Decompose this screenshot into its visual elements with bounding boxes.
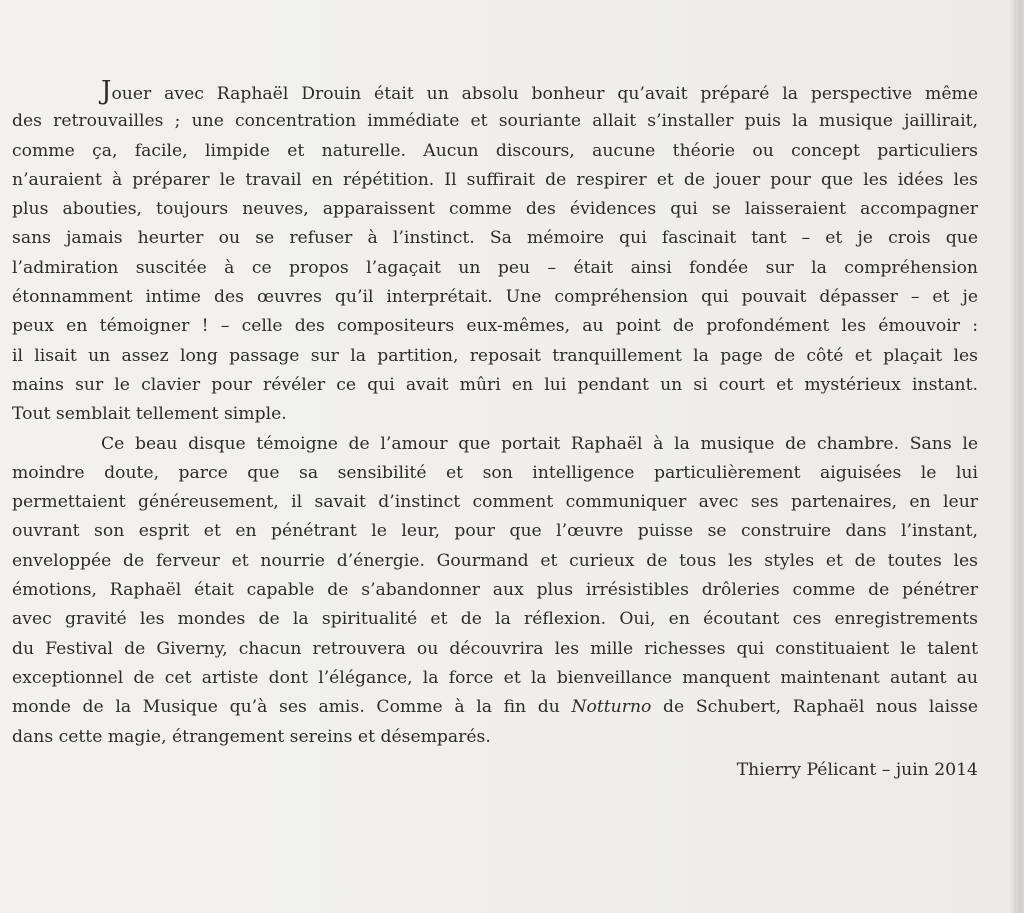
text-line: étonnamment intime des œuvres qu’il interprétait. Une compréhension qui pouvait dépasser – et je [12,287,978,308]
text-line: plus abouties, toujours neuves, apparaissent comme des évidences qui se laisseraient accompagner [12,199,978,220]
page-edge-line [1014,0,1016,913]
text-line: Jouer avec Raphaël Drouin était un absolu bonheur qu’avait préparé la perspective même [101,78,978,106]
body-text [12,78,978,752]
drop-cap: J [101,78,112,106]
text-line: l’admiration suscitée à ce propos l’agaçait un peu – était ainsi fondée sur la compréhension [12,257,978,278]
text-line: sans jamais heurter ou se refuser à l’instinct. Sa mémoire qui fascinait tant – et je crois que [12,228,978,249]
text-line: n’auraient à préparer le travail en répétition. Il suffirait de respirer et de jouer pour que les idées les [12,169,978,190]
text-line: exceptionnel de cet artiste dont l’élégance, la force et la bienveillance manquent maintenant autant au [12,667,978,688]
signature: Thierry Pélicant – juin 2014 [736,760,978,780]
text-line: monde de la Musique qu’à ses amis. Comme à la fin du Notturno de Schubert, Raphaël nous laisse [12,697,978,718]
text-line: avec gravité les mondes de la spiritualité et de la réflexion. Oui, en écoutant ces enregistrements [12,609,978,630]
work-title: Notturno [571,697,652,718]
text-line: Tout semblait tellement simple. [12,404,287,425]
text-line: dans cette magie, étrangement sereins et désemparés. [12,726,491,747]
text-line: peux en témoigner ! – celle des compositeurs eux-mêmes, au point de profondément les émouvoir : [12,316,978,337]
text-line: émotions, Raphaël était capable de s’abandonner aux plus irrésistibles drôleries comme de pénétrer [12,580,978,601]
text-line: Ce beau disque témoigne de l’amour que portait Raphaël à la musique de chambre. Sans le [101,433,978,454]
paragraph-1 [12,78,978,430]
text-line: enveloppée de ferveur et nourrie d’énergie. Gourmand et curieux de tous les styles et de toutes les [12,550,978,571]
text-line: il lisait un assez long passage sur la partition, reposait tranquillement la page de côté et plaçait les [12,345,978,366]
text-line: moindre doute, parce que sa sensibilité et son intelligence particulièrement aiguisées le lui [12,462,978,483]
paragraph-2 [12,430,978,752]
text-line: ouvrant son esprit et en pénétrant le leur, pour que l’œuvre puisse se construire dans l’instant, [12,521,978,542]
text-line: permettaient généreusement, il savait d’instinct comment communiquer avec ses partenaires, en leur [12,492,978,513]
text-line: mains sur le clavier pour révéler ce qui avait mûri en lui pendant un si court et mystérieux instant. [12,374,978,395]
page-edge-shadow [1008,0,1024,913]
text-line: du Festival de Giverny, chacun retrouvera ou découvrira les mille richesses qui constituaient le talent [12,638,978,659]
text-line: des retrouvailles ; une concentration immédiate et souriante allait s’installer puis la musique jaillirait, [12,111,978,132]
text-line: comme ça, facile, limpide et naturelle. Aucun discours, aucune théorie ou concept particuliers [12,140,978,161]
